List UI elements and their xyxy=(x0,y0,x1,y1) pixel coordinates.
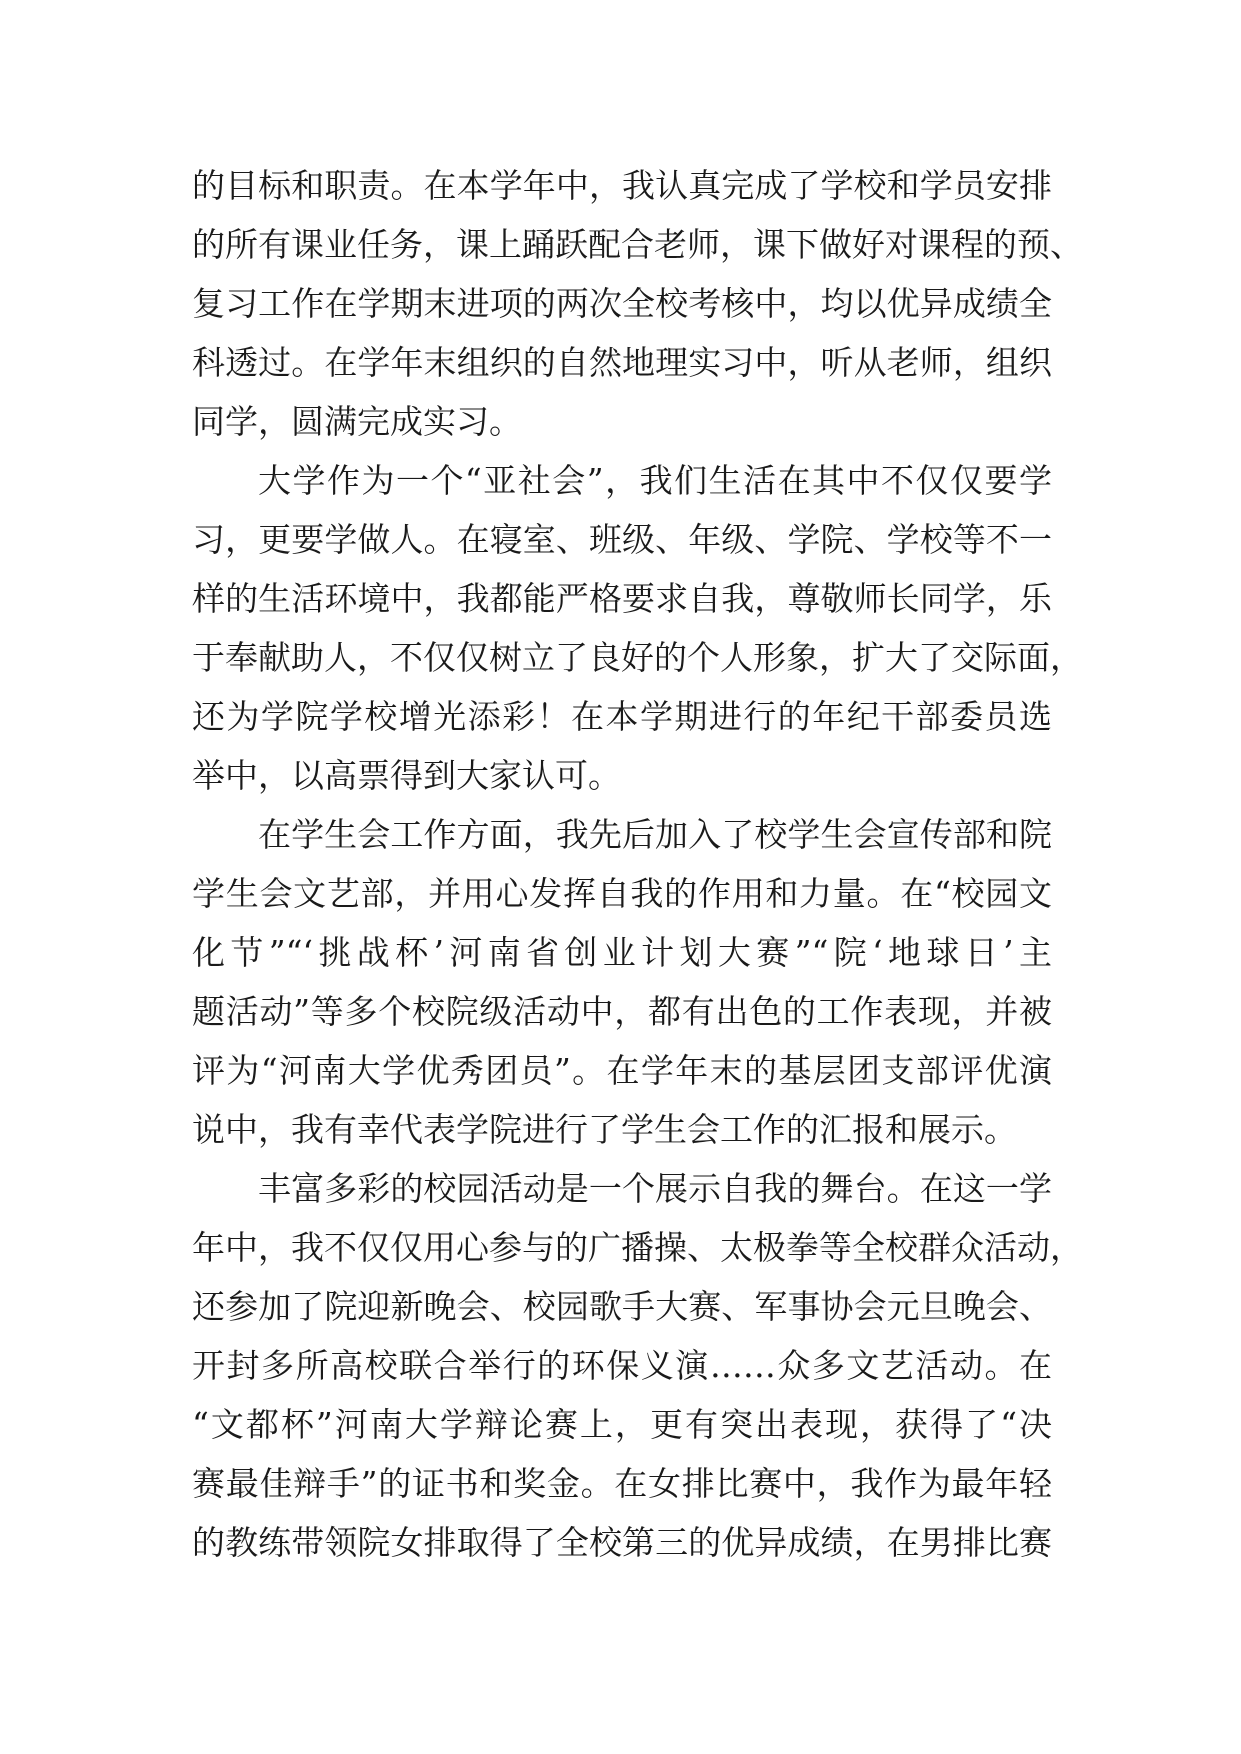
text-line: 复习工作在学期末进项的两次全校考核中，均以优异成绩全 xyxy=(192,284,1052,323)
text-line: 习，更要学做人。在寝室、班级、年级、学院、学校等不一 xyxy=(192,520,1052,559)
text-line: 举中，以高票得到大家认可。 xyxy=(192,756,621,795)
text-line: 的教练带领院女排取得了全校第三的优异成绩，在男排比赛 xyxy=(192,1523,1052,1562)
text-line: 的所有课业任务，课上踊跃配合老师，课下做好对课程的预、 xyxy=(192,225,1083,264)
text-line: “文都杯”河南大学辩论赛上，更有突出表现，获得了“决 xyxy=(192,1405,1052,1444)
text-line: 丰富多彩的校园活动是一个展示自我的舞台。在这一学 xyxy=(258,1169,1052,1208)
text-line: 年中，我不仅仅用心参与的广播操、太极拳等全校群众活动， xyxy=(192,1228,1083,1267)
text-line: 赛最佳辩手”的证书和奖金。在女排比赛中，我作为最年轻 xyxy=(192,1464,1052,1503)
text-line: 于奉献助人，不仅仅树立了良好的个人形象，扩大了交际面， xyxy=(192,638,1083,677)
text-line: 评为“河南大学优秀团员”。在学年末的基层团支部评优演 xyxy=(192,1051,1052,1090)
text-line: 的目标和职责。在本学年中，我认真完成了学校和学员安排 xyxy=(192,166,1052,205)
text-line: 还参加了院迎新晚会、校园歌手大赛、军事协会元旦晚会、 xyxy=(192,1287,1052,1326)
text-line: 开封多所高校联合举行的环保义演……众多文艺活动。在 xyxy=(192,1346,1052,1385)
text-line: 化节”“‘挑战杯’河南省创业计划大赛”“院‘地球日’主 xyxy=(192,933,1052,972)
text-line: 题活动”等多个校院级活动中，都有出色的工作表现，并被 xyxy=(192,992,1052,1031)
text-line: 科透过。在学年末组织的自然地理实习中，听从老师，组织 xyxy=(192,343,1052,382)
text-line: 大学作为一个“亚社会”，我们生活在其中不仅仅要学 xyxy=(258,461,1052,500)
text-line: 学生会文艺部，并用心发挥自我的作用和力量。在“校园文 xyxy=(192,874,1052,913)
text-line: 说中，我有幸代表学院进行了学生会工作的汇报和展示。 xyxy=(192,1110,1017,1149)
document-body xyxy=(192,156,1083,1572)
text-line: 同学，圆满完成实习。 xyxy=(192,402,522,441)
text-line: 在学生会工作方面，我先后加入了校学生会宣传部和院 xyxy=(258,815,1052,854)
text-line: 样的生活环境中，我都能严格要求自我，尊敬师长同学，乐 xyxy=(192,579,1052,618)
text-line: 还为学院学校增光添彩！在本学期进行的年纪干部委员选 xyxy=(192,697,1052,736)
